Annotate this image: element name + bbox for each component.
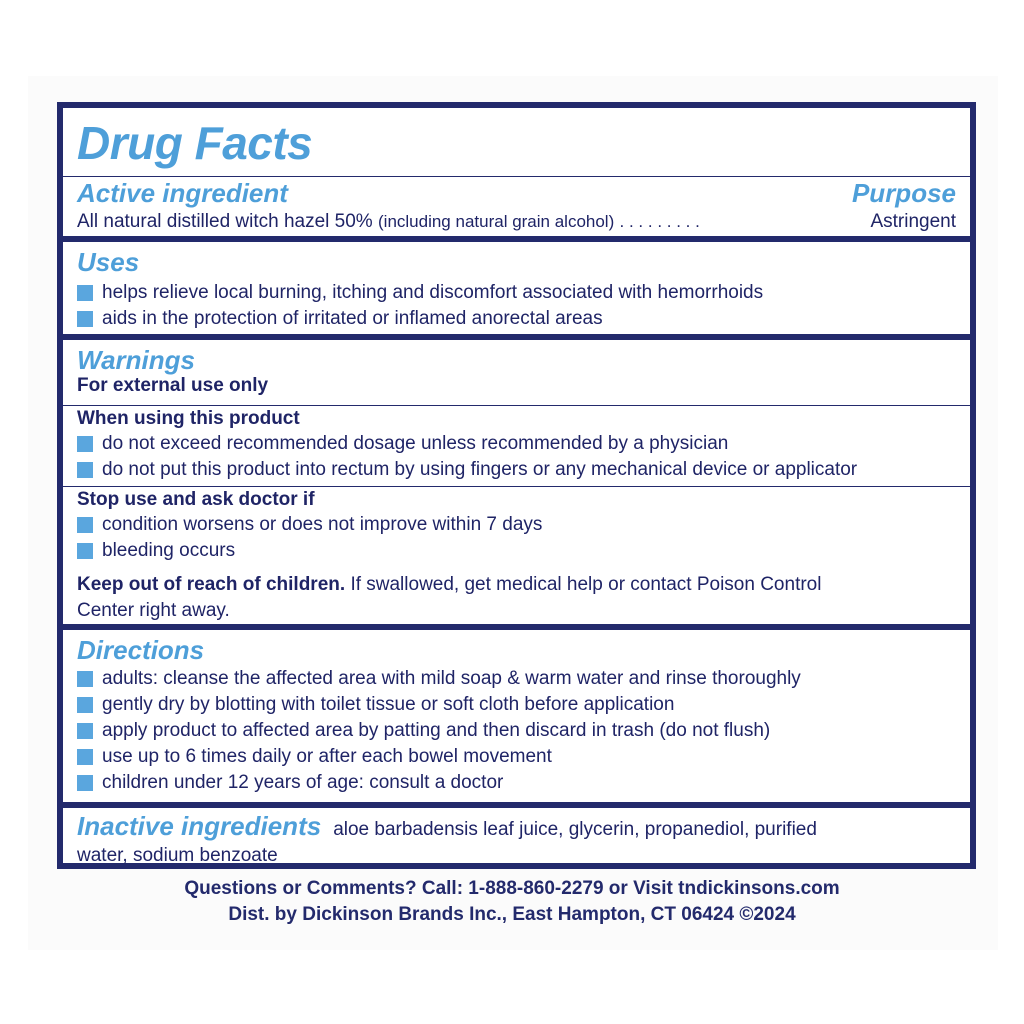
stop-use-heading: Stop use and ask doctor if — [77, 489, 315, 510]
bullet-square-icon — [77, 436, 93, 452]
directions-section — [63, 636, 970, 796]
keep-out-section — [63, 572, 970, 624]
warnings-heading: Warnings — [77, 345, 195, 375]
uses-section — [63, 248, 970, 332]
bullet-square-icon — [77, 723, 93, 739]
bullet-square-icon — [77, 697, 93, 713]
list-item: apply product to affected area by patting and then discard in trash (do not flush) — [77, 718, 956, 744]
bullet-square-icon — [77, 517, 93, 533]
section-divider — [63, 236, 970, 242]
warnings-section — [63, 346, 970, 398]
bullet-square-icon — [77, 749, 93, 765]
section-divider — [63, 334, 970, 340]
bullet-square-icon — [77, 311, 93, 327]
uses-heading: Uses — [77, 247, 140, 277]
when-using-heading: When using this product — [77, 408, 300, 429]
section-divider — [63, 624, 970, 630]
drug-facts-panel — [57, 102, 976, 869]
inactive-ingredients-text: aloe barbadensis leaf juice, glycerin, propanediol, purified — [333, 819, 817, 840]
list-item: condition worsens or does not improve within 7 days — [77, 512, 956, 538]
active-ingredient-name: All natural distilled witch hazel 50% — [77, 211, 373, 232]
active-ingredient-heading: Active ingredient — [77, 178, 288, 208]
list-item: children under 12 years of age: consult a doctor — [77, 770, 956, 796]
bullet-square-icon — [77, 462, 93, 478]
drug-facts-header — [63, 118, 970, 168]
when-using-section — [63, 405, 970, 483]
purpose-value: Astringent — [870, 211, 956, 232]
active-ingredient-note: (including natural grain alcohol) — [378, 212, 615, 231]
bullet-square-icon — [77, 285, 93, 301]
inactive-ingredients-heading: Inactive ingredients — [77, 811, 322, 841]
keep-out-text-cont: Center right away. — [77, 600, 230, 621]
inactive-ingredients-text-cont: water, sodium benzoate — [77, 845, 278, 866]
list-item: bleeding occurs — [77, 538, 956, 564]
bullet-square-icon — [77, 543, 93, 559]
bullet-square-icon — [77, 671, 93, 687]
directions-heading: Directions — [77, 635, 205, 665]
stop-use-section — [63, 486, 970, 564]
list-item: do not exceed recommended dosage unless recommended by a physician — [77, 431, 956, 457]
keep-out-heading: Keep out of reach of children. — [77, 574, 346, 595]
leader-dots: . . . . . . . . . — [619, 212, 700, 231]
external-use-text: For external use only — [77, 375, 269, 396]
list-item: adults: cleanse the affected area with mild soap & warm water and rinse thoroughly — [77, 666, 956, 692]
distributor-line: Dist. by Dickinson Brands Inc., East Hampton, CT 06424 ©2024 — [228, 904, 796, 925]
list-item: do not put this product into rectum by using fingers or any mechanical device or applicator — [77, 457, 956, 483]
purpose-heading: Purpose — [851, 178, 956, 208]
list-item: aids in the protection of irritated or inflamed anorectal areas — [77, 306, 956, 332]
keep-out-text: If swallowed, get medical help or contact Poison Control — [350, 574, 822, 595]
list-item: use up to 6 times daily or after each bowel movement — [77, 744, 956, 770]
contact-line: Questions or Comments? Call: 1-888-860-2279 or Visit tndickinsons.com — [184, 878, 840, 899]
inactive-ingredients-section — [63, 812, 970, 869]
list-item: gently dry by blotting with toilet tissue or soft cloth before application — [77, 692, 956, 718]
page-title: Drug Facts — [77, 117, 313, 169]
section-divider — [63, 802, 970, 808]
list-item: helps relieve local burning, itching and discomfort associated with hemorrhoids — [77, 280, 956, 306]
active-ingredient-section — [63, 176, 970, 235]
bullet-square-icon — [77, 775, 93, 791]
